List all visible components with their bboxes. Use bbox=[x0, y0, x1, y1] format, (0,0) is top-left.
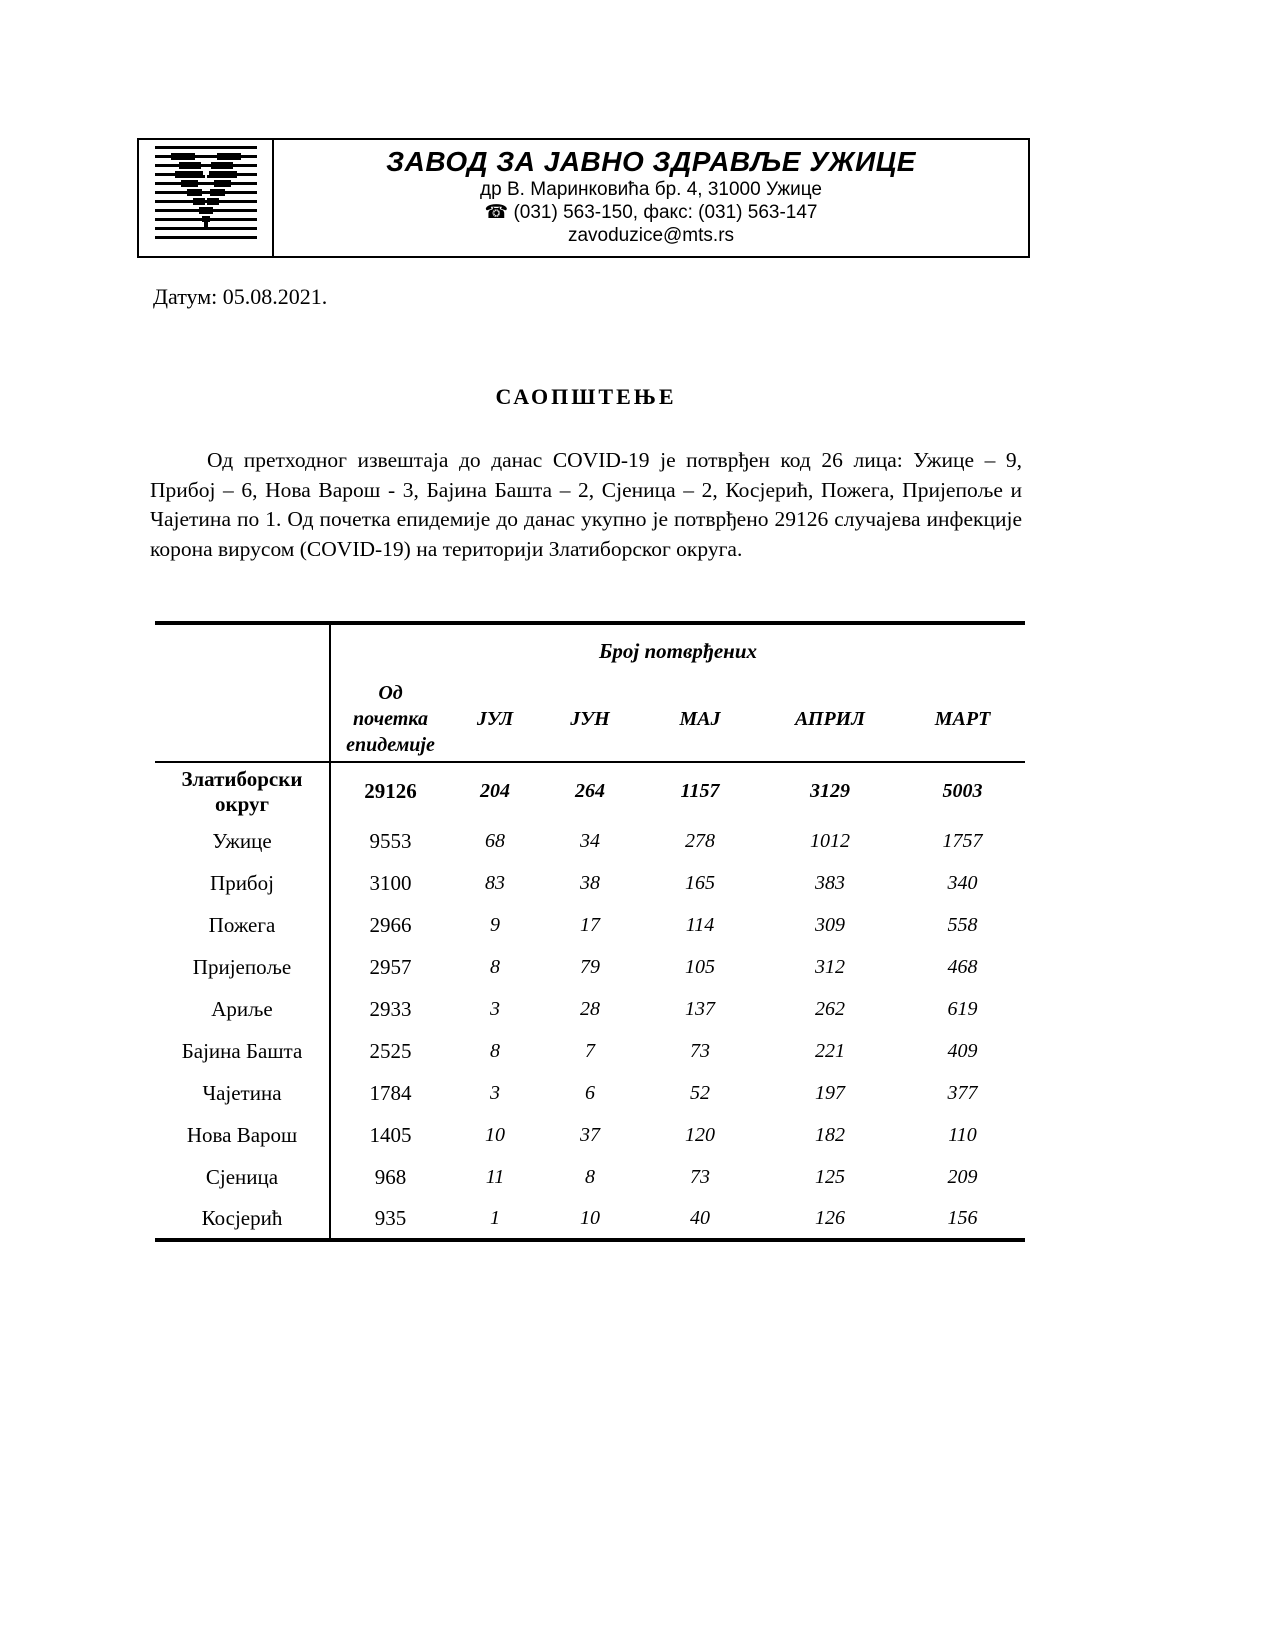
municipality-name: Нова Варош bbox=[155, 1114, 330, 1156]
month-value: 110 bbox=[948, 1123, 977, 1146]
org-address: др В. Маринковића бр. 4, 31000 Ужице bbox=[480, 179, 822, 200]
month-value: 5003 bbox=[942, 780, 983, 802]
month-value: 137 bbox=[685, 997, 715, 1020]
month-value: 8 bbox=[490, 955, 500, 978]
letterhead bbox=[137, 138, 1030, 258]
month-value: 28 bbox=[580, 997, 600, 1020]
table-row bbox=[155, 988, 1025, 1030]
month-value: 9 bbox=[490, 913, 500, 936]
month-value: 197 bbox=[815, 1081, 845, 1104]
letterhead-text bbox=[274, 140, 1028, 256]
table-row bbox=[155, 1114, 1025, 1156]
month-value: 68 bbox=[485, 829, 505, 852]
table-row bbox=[155, 1072, 1025, 1114]
month-value: 126 bbox=[815, 1206, 845, 1229]
month-value: 264 bbox=[575, 780, 605, 802]
municipality-name: Златиборски округ bbox=[155, 762, 330, 820]
municipality-name: Пожега bbox=[155, 904, 330, 946]
column-header-jun: ЈУН bbox=[570, 707, 610, 730]
epidemic-total-value: 2525 bbox=[369, 1038, 412, 1063]
month-value: 73 bbox=[690, 1039, 710, 1062]
month-value: 1012 bbox=[810, 829, 850, 852]
table-row bbox=[155, 904, 1025, 946]
month-value: 38 bbox=[580, 871, 600, 894]
month-value: 8 bbox=[490, 1039, 500, 1062]
municipality-name: Косјерић bbox=[155, 1198, 330, 1240]
month-value: 79 bbox=[580, 955, 600, 978]
month-value: 312 bbox=[815, 955, 845, 978]
municipality-name: Чајетина bbox=[155, 1072, 330, 1114]
body-paragraph: Од претходног извештаја до данас COVID-19 је потврђен код 26 лица: Ужице – 9, Прибој – 6, Нова Варош - 3, Бајина Башта – 2, Сјеница – 2, Косјерић, Пожега, Пријепоље и Чајетина по 1. Од почетка епидемије до данас укупно је потврђено 29126 случајева инфекције корона вирусом (COVID-19) на територији Златиборског округа. bbox=[150, 448, 1022, 561]
epidemic-total-value: 2957 bbox=[369, 954, 412, 979]
epidemic-total-value: 29126 bbox=[364, 779, 417, 803]
month-value: 468 bbox=[947, 955, 978, 978]
municipality-name: Пријепоље bbox=[155, 946, 330, 988]
municipality-name: Бајина Башта bbox=[155, 1030, 330, 1072]
epidemic-total-value: 9553 bbox=[369, 828, 412, 853]
municipality-name: Прибој bbox=[155, 862, 330, 904]
table-row bbox=[155, 1030, 1025, 1072]
month-value: 156 bbox=[947, 1206, 978, 1229]
column-header-jul: ЈУЛ bbox=[476, 707, 514, 730]
month-value: 278 bbox=[685, 829, 715, 852]
month-value: 619 bbox=[947, 997, 978, 1020]
month-value: 105 bbox=[685, 955, 715, 978]
month-value: 8 bbox=[585, 1165, 595, 1188]
month-value: 1 bbox=[490, 1206, 500, 1229]
month-value: 165 bbox=[685, 871, 715, 894]
table-row bbox=[155, 1198, 1025, 1240]
month-value: 383 bbox=[815, 871, 845, 894]
month-value: 209 bbox=[947, 1165, 978, 1188]
group-header: Број потврђених bbox=[599, 638, 758, 663]
column-header-epidemic-total: Од почетка епидемије bbox=[346, 682, 435, 756]
month-value: 73 bbox=[690, 1165, 710, 1188]
month-value: 3 bbox=[490, 1081, 500, 1104]
epidemic-total-value: 2966 bbox=[369, 912, 412, 937]
epidemic-total-value: 935 bbox=[374, 1205, 407, 1230]
month-value: 114 bbox=[685, 913, 715, 936]
month-value: 3 bbox=[490, 997, 500, 1020]
month-value: 120 bbox=[685, 1123, 715, 1146]
month-value: 558 bbox=[947, 913, 978, 936]
month-value: 3129 bbox=[810, 780, 850, 802]
month-value: 40 bbox=[690, 1206, 710, 1229]
month-value: 17 bbox=[580, 913, 600, 936]
table-row bbox=[155, 946, 1025, 988]
table-row bbox=[155, 1156, 1025, 1198]
epidemic-total-value: 968 bbox=[374, 1164, 407, 1189]
phone-icon: ☎ bbox=[484, 202, 509, 223]
month-value: 221 bbox=[815, 1039, 845, 1062]
month-value: 1757 bbox=[942, 829, 983, 852]
month-value: 6 bbox=[585, 1081, 595, 1104]
month-value: 204 bbox=[480, 780, 510, 802]
municipality-name: Ужице bbox=[155, 820, 330, 862]
table-row bbox=[155, 820, 1025, 862]
municipality-name: Сјеница bbox=[155, 1156, 330, 1198]
table-row bbox=[155, 862, 1025, 904]
org-email: zavoduzice@mts.rs bbox=[567, 225, 735, 246]
month-value: 34 bbox=[580, 829, 600, 852]
month-value: 11 bbox=[485, 1165, 505, 1188]
epidemic-total-value: 3100 bbox=[369, 870, 412, 895]
month-value: 10 bbox=[580, 1206, 600, 1229]
table-body bbox=[155, 762, 1025, 1240]
month-value: 7 bbox=[585, 1039, 595, 1062]
month-value: 262 bbox=[815, 997, 845, 1020]
epidemic-total-value: 1405 bbox=[369, 1122, 412, 1147]
month-value: 340 bbox=[947, 871, 978, 894]
covid-stats-table bbox=[155, 621, 1025, 1242]
month-value: 409 bbox=[947, 1039, 978, 1062]
month-value: 377 bbox=[947, 1081, 978, 1104]
org-phone-line bbox=[274, 201, 1028, 224]
phone-numbers: (031) 563-150, факс: (031) 563-147 bbox=[513, 202, 818, 223]
month-value: 125 bbox=[815, 1165, 845, 1188]
epidemic-total-value: 2933 bbox=[369, 996, 412, 1021]
empty-corner-cell bbox=[155, 623, 330, 762]
month-value: 37 bbox=[580, 1123, 600, 1146]
column-header-maj: МАЈ bbox=[679, 707, 721, 730]
month-value: 309 bbox=[815, 913, 845, 936]
month-value: 52 bbox=[690, 1081, 710, 1104]
month-value: 10 bbox=[485, 1123, 505, 1146]
municipality-name: Ариље bbox=[155, 988, 330, 1030]
logo-cell bbox=[139, 140, 274, 256]
date-line: Датум: 05.08.2021. bbox=[153, 284, 328, 309]
group-header-row bbox=[155, 623, 1025, 677]
month-value: 83 bbox=[485, 871, 505, 894]
org-name: ЗАВОД ЗА ЈАВНО ЗДРАВЉЕ УЖИЦЕ bbox=[386, 146, 916, 177]
column-header-mart: МАРТ bbox=[934, 707, 991, 730]
institute-logo-icon bbox=[153, 145, 259, 243]
month-value: 1157 bbox=[680, 780, 720, 802]
month-value: 182 bbox=[815, 1123, 845, 1146]
column-header-april: АПРИЛ bbox=[795, 707, 865, 730]
epidemic-total-value: 1784 bbox=[369, 1080, 412, 1105]
page-title: САОПШТЕЊЕ bbox=[495, 384, 677, 409]
table-row bbox=[155, 762, 1025, 820]
